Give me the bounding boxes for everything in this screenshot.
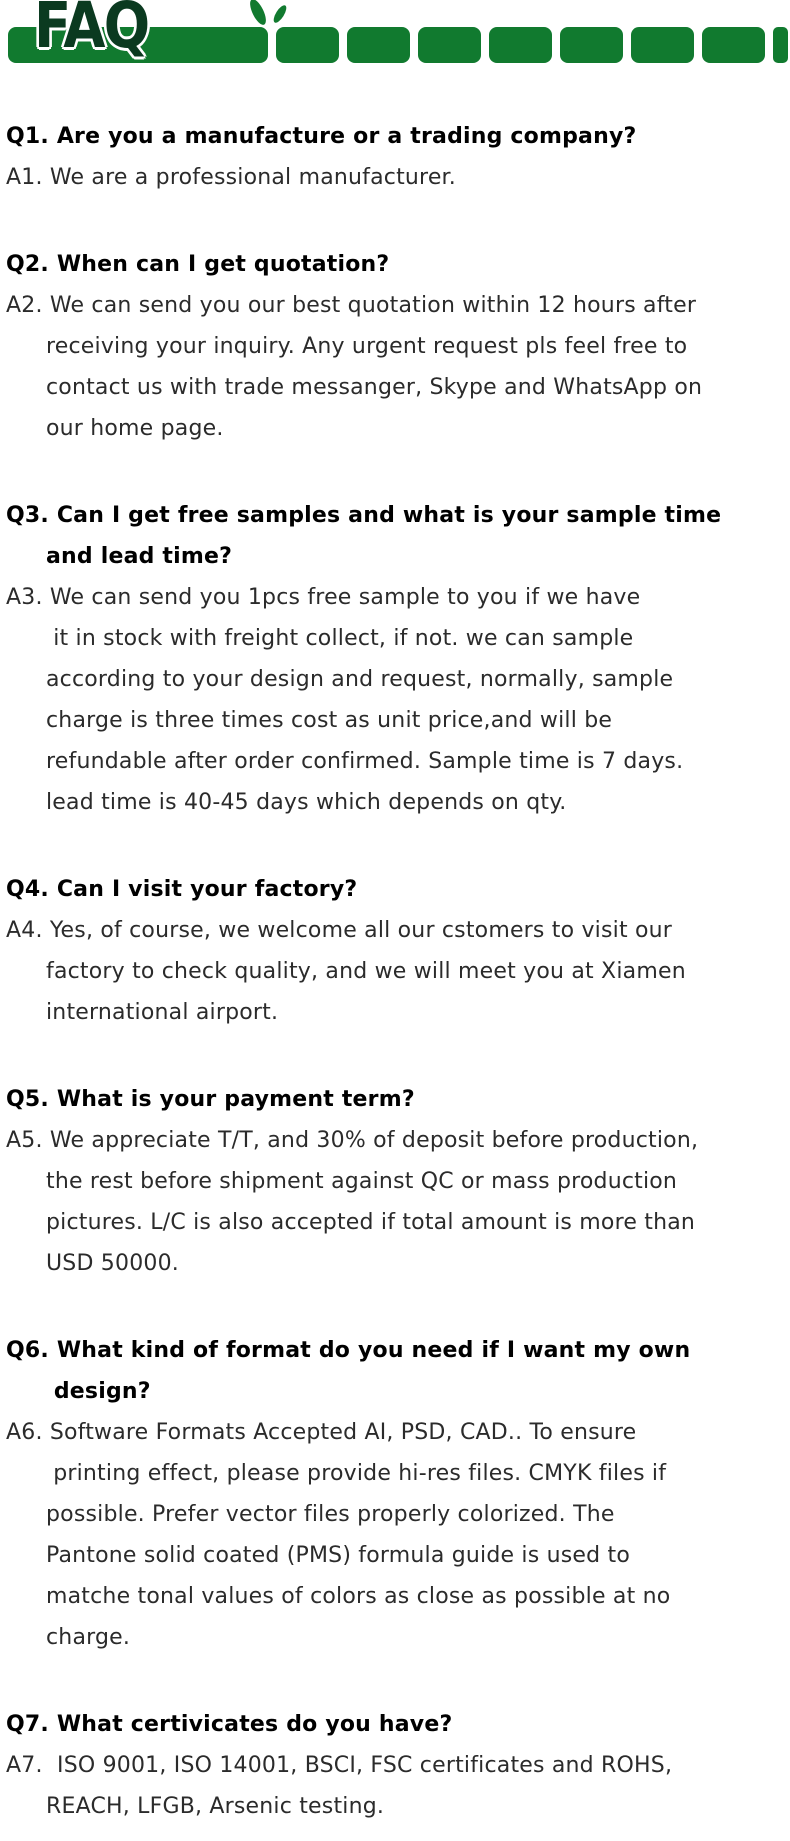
- faq-answer-line: A2. We can send you our best quotation within 12 hours after: [6, 293, 697, 318]
- faq-title: FAQ: [34, 0, 149, 63]
- faq-answer-line: our home page.: [46, 416, 224, 441]
- faq-question-line: design?: [46, 1379, 151, 1404]
- faq-answer-line: USD 50000.: [46, 1251, 179, 1276]
- faq-answer-line: charge.: [46, 1625, 131, 1650]
- bamboo-segments: [276, 27, 788, 63]
- faq-answer-line: matche tonal values of colors as close as possible at no: [46, 1584, 671, 1609]
- faq-answer-line: it in stock with freight collect, if not. we can sample: [46, 626, 634, 651]
- faq-answer-line: international airport.: [46, 1000, 279, 1025]
- faq-answer-line: the rest before shipment against QC or mass production: [46, 1169, 678, 1194]
- faq-answer-line: possible. Prefer vector files properly colorized. The: [46, 1502, 615, 1527]
- faq-item: [6, 869, 786, 1033]
- faq-answer-line: A7. ISO 9001, ISO 14001, BSCI, FSC certificates and ROHS,: [6, 1753, 673, 1778]
- faq-item: [6, 1704, 786, 1827]
- faq-question-line: Q4. Can I visit your factory?: [6, 877, 358, 902]
- faq-list: [0, 66, 790, 1827]
- faq-question-line: and lead time?: [46, 544, 233, 569]
- faq-item: [6, 116, 786, 198]
- bamboo-leaf-icon: [247, 0, 289, 27]
- faq-answer-line: lead time is 40-45 days which depends on qty.: [46, 790, 567, 815]
- faq-answer-line: A4. Yes, of course, we welcome all our cstomers to visit our: [6, 918, 673, 943]
- faq-question-line: Q7. What certivicates do you have?: [6, 1712, 453, 1737]
- faq-answer-line: printing effect, please provide hi-res files. CMYK files if: [46, 1461, 667, 1486]
- faq-question-line: Q3. Can I get free samples and what is your sample time: [6, 503, 722, 528]
- faq-banner: [0, 0, 790, 66]
- faq-answer-line: charge is three times cost as unit price,and will be: [46, 708, 613, 733]
- faq-answer-line: refundable after order confirmed. Sample time is 7 days.: [46, 749, 684, 774]
- faq-item: [6, 244, 786, 449]
- faq-answer-line: factory to check quality, and we will meet you at Xiamen: [46, 959, 686, 984]
- faq-question-line: Q5. What is your payment term?: [6, 1087, 415, 1112]
- faq-item: [6, 495, 786, 823]
- faq-question-line: Q2. When can I get quotation?: [6, 252, 390, 277]
- faq-question-line: Q6. What kind of format do you need if I want my own: [6, 1338, 691, 1363]
- faq-answer-line: A6. Software Formats Accepted AI, PSD, CAD.. To ensure: [6, 1420, 637, 1445]
- faq-answer-line: according to your design and request, normally, sample: [46, 667, 674, 692]
- faq-answer-line: receiving your inquiry. Any urgent request pls feel free to: [46, 334, 688, 359]
- faq-answer-line: REACH, LFGB, Arsenic testing.: [46, 1794, 385, 1819]
- faq-item: [6, 1079, 786, 1284]
- faq-answer-line: Pantone solid coated (PMS) formula guide is used to: [46, 1543, 630, 1568]
- faq-answer-line: A1. We are a professional manufacturer.: [6, 165, 456, 190]
- faq-answer-line: pictures. L/C is also accepted if total amount is more than: [46, 1210, 696, 1235]
- faq-item: [6, 1330, 786, 1658]
- faq-answer-line: contact us with trade messanger, Skype and WhatsApp on: [46, 375, 703, 400]
- faq-answer-line: A5. We appreciate T/T, and 30% of deposit before production,: [6, 1128, 699, 1153]
- faq-answer-line: A3. We can send you 1pcs free sample to you if we have: [6, 585, 641, 610]
- faq-question-line: Q1. Are you a manufacture or a trading company?: [6, 124, 637, 149]
